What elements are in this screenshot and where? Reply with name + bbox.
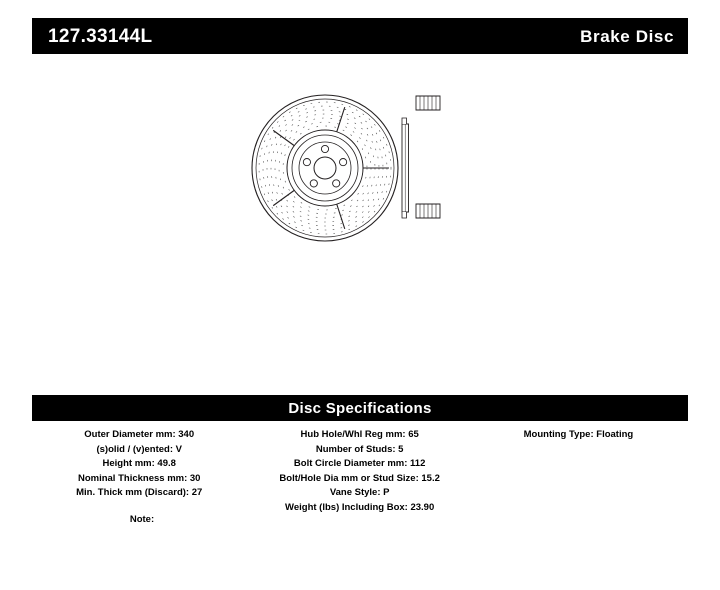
product-illustration (250, 78, 480, 258)
header-bar (32, 18, 688, 54)
spec-line: Height mm: 49.8 (102, 458, 176, 469)
spec-line: Number of Studs: 5 (315, 443, 404, 455)
spec-line: Nominal Thickness mm: 30 (77, 472, 201, 484)
spec-header-bar (32, 395, 688, 421)
spec-line: Outer Diameter mm: 340 (84, 429, 195, 440)
spec-line: Hub Hole/Whl Reg mm: 65 (300, 429, 419, 440)
brake-pad-bottom (416, 204, 440, 218)
spec-line: Weight (lbs) Including Box: 23.90 (285, 501, 435, 513)
spec-line: Bolt Circle Diameter mm: 112 (293, 458, 426, 469)
spec-column-center (250, 428, 468, 515)
rotor-edge-view (401, 111, 410, 225)
spec-column-right (469, 428, 688, 443)
spec-line: Mounting Type: Floating (523, 429, 634, 440)
spec-line: Bolt/Hole Dia mm or Stud Size: 15.2 (279, 472, 440, 484)
rotor-disc (252, 95, 398, 241)
spec-line: (s)olid / (v)ented: V (96, 443, 182, 455)
spec-header-title: Disc Specifications (288, 399, 432, 417)
part-number: 127.33144L (48, 25, 153, 47)
spec-columns (32, 428, 688, 515)
spec-line: Vane Style: P (329, 487, 390, 498)
spec-column-left (32, 428, 250, 501)
note-label: Note: (129, 514, 155, 525)
spec-line: Min. Thick mm (Discard): 27 (76, 487, 203, 498)
product-type-label: Brake Disc (580, 26, 674, 46)
brake-pad-top (416, 96, 440, 110)
